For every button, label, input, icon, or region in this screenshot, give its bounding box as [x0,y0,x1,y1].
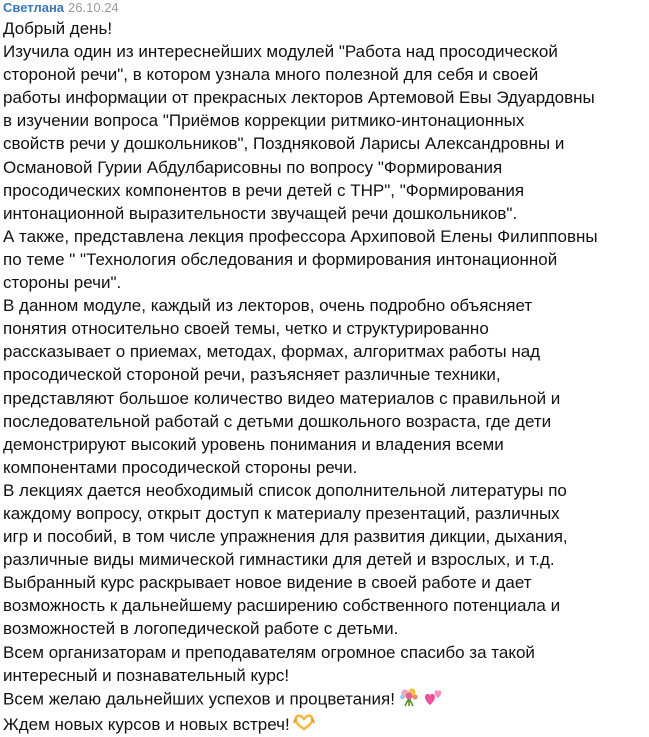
text-line: последовательной работай с детьми дошкольного возраста, где дети [3,411,552,431]
text-line: интонационной выразительности звучащей речи дошкольников". [3,203,518,223]
text-line: каждому вопросу, открыт доступ к материалу презентаций, различных [3,503,560,523]
heart-hands-icon [293,713,315,737]
text-line: стороны речи". [3,273,122,293]
text-line: представляют большое количество видео материалов с правильной и [3,388,561,408]
text-line: Добрый день! [3,19,113,38]
text-line: различные виды мимической гимнастики для детей и взрослых, и т.д. [3,550,555,570]
author-name[interactable]: Светлана [3,0,65,15]
bouquet-icon [398,687,420,713]
text-line: работы информации от прекрасных лекторов Артемовой Евы Эдуардовны [3,88,595,108]
chat-message [3,0,643,737]
text-line: в изучении вопроса "Приёмов коррекции ритмико-интонационных [3,111,525,131]
text-line: просодических компонентов в речи детей с ТНР", "Формирования [3,180,525,200]
text-line: В данном модуле, каждый из лекторов, очень подробно объясняет [3,296,533,316]
text-line-with-emoji [3,687,643,713]
text-line: Османовой Гурии Абдулбарисовны по вопросу "Формирования [3,157,503,177]
text-line: стороной речи", в котором узнала много полезной для себя и своей [3,65,539,85]
message-date: 26.10.24 [68,0,119,15]
two-hearts-icon [423,687,445,713]
text-line-with-emoji [3,713,643,737]
message-text [3,17,643,737]
text-line: Всем организаторам и преподавателям огромное спасибо за такой [3,642,535,662]
text-line: Изучила один из интереснейших модулей "Работа над просодической [3,42,558,62]
text-line: Выбранный курс раскрывает новое видение в своей работе и дает [3,573,532,593]
text-line: по теме " "Технология обследования и формирования интонационной [3,249,558,269]
message-header [3,0,643,16]
text-line: свойств речи у дошкольников", Поздняковой Ларисы Александровны и [3,134,565,154]
text-line: компонентами просодической стороны речи. [3,457,358,477]
text-line: интересный и познавательный курс! [3,665,290,685]
text-line: просодической стороной речи, разъясняет различные техники, [3,365,501,385]
text-line: игр и пособий, в том числе упражнения для развития дикции, дыхания, [3,527,568,547]
text-line: понятия относительно своей темы, четко и структурированно [3,319,489,339]
text-line: А также, представлена лекция профессора Архиповой Елены Филипповны [3,226,598,246]
text-line: В лекциях дается необходимый список дополнительной литературы по [3,480,567,500]
text-line: Всем желаю дальнейших успехов и процветания! [3,689,395,709]
text-line: возможностей в логопедической работе с детьми. [3,619,399,639]
text-line: возможность к дальнейшему расширению собственного потенциала и [3,596,561,616]
text-line: Ждем новых курсов и новых встреч! [3,714,290,734]
text-line: демонстрируют высокий уровень понимания и владения всеми [3,434,504,454]
text-line: рассказывает о приемах, методах, формах, алгоритмах работы над [3,342,541,362]
